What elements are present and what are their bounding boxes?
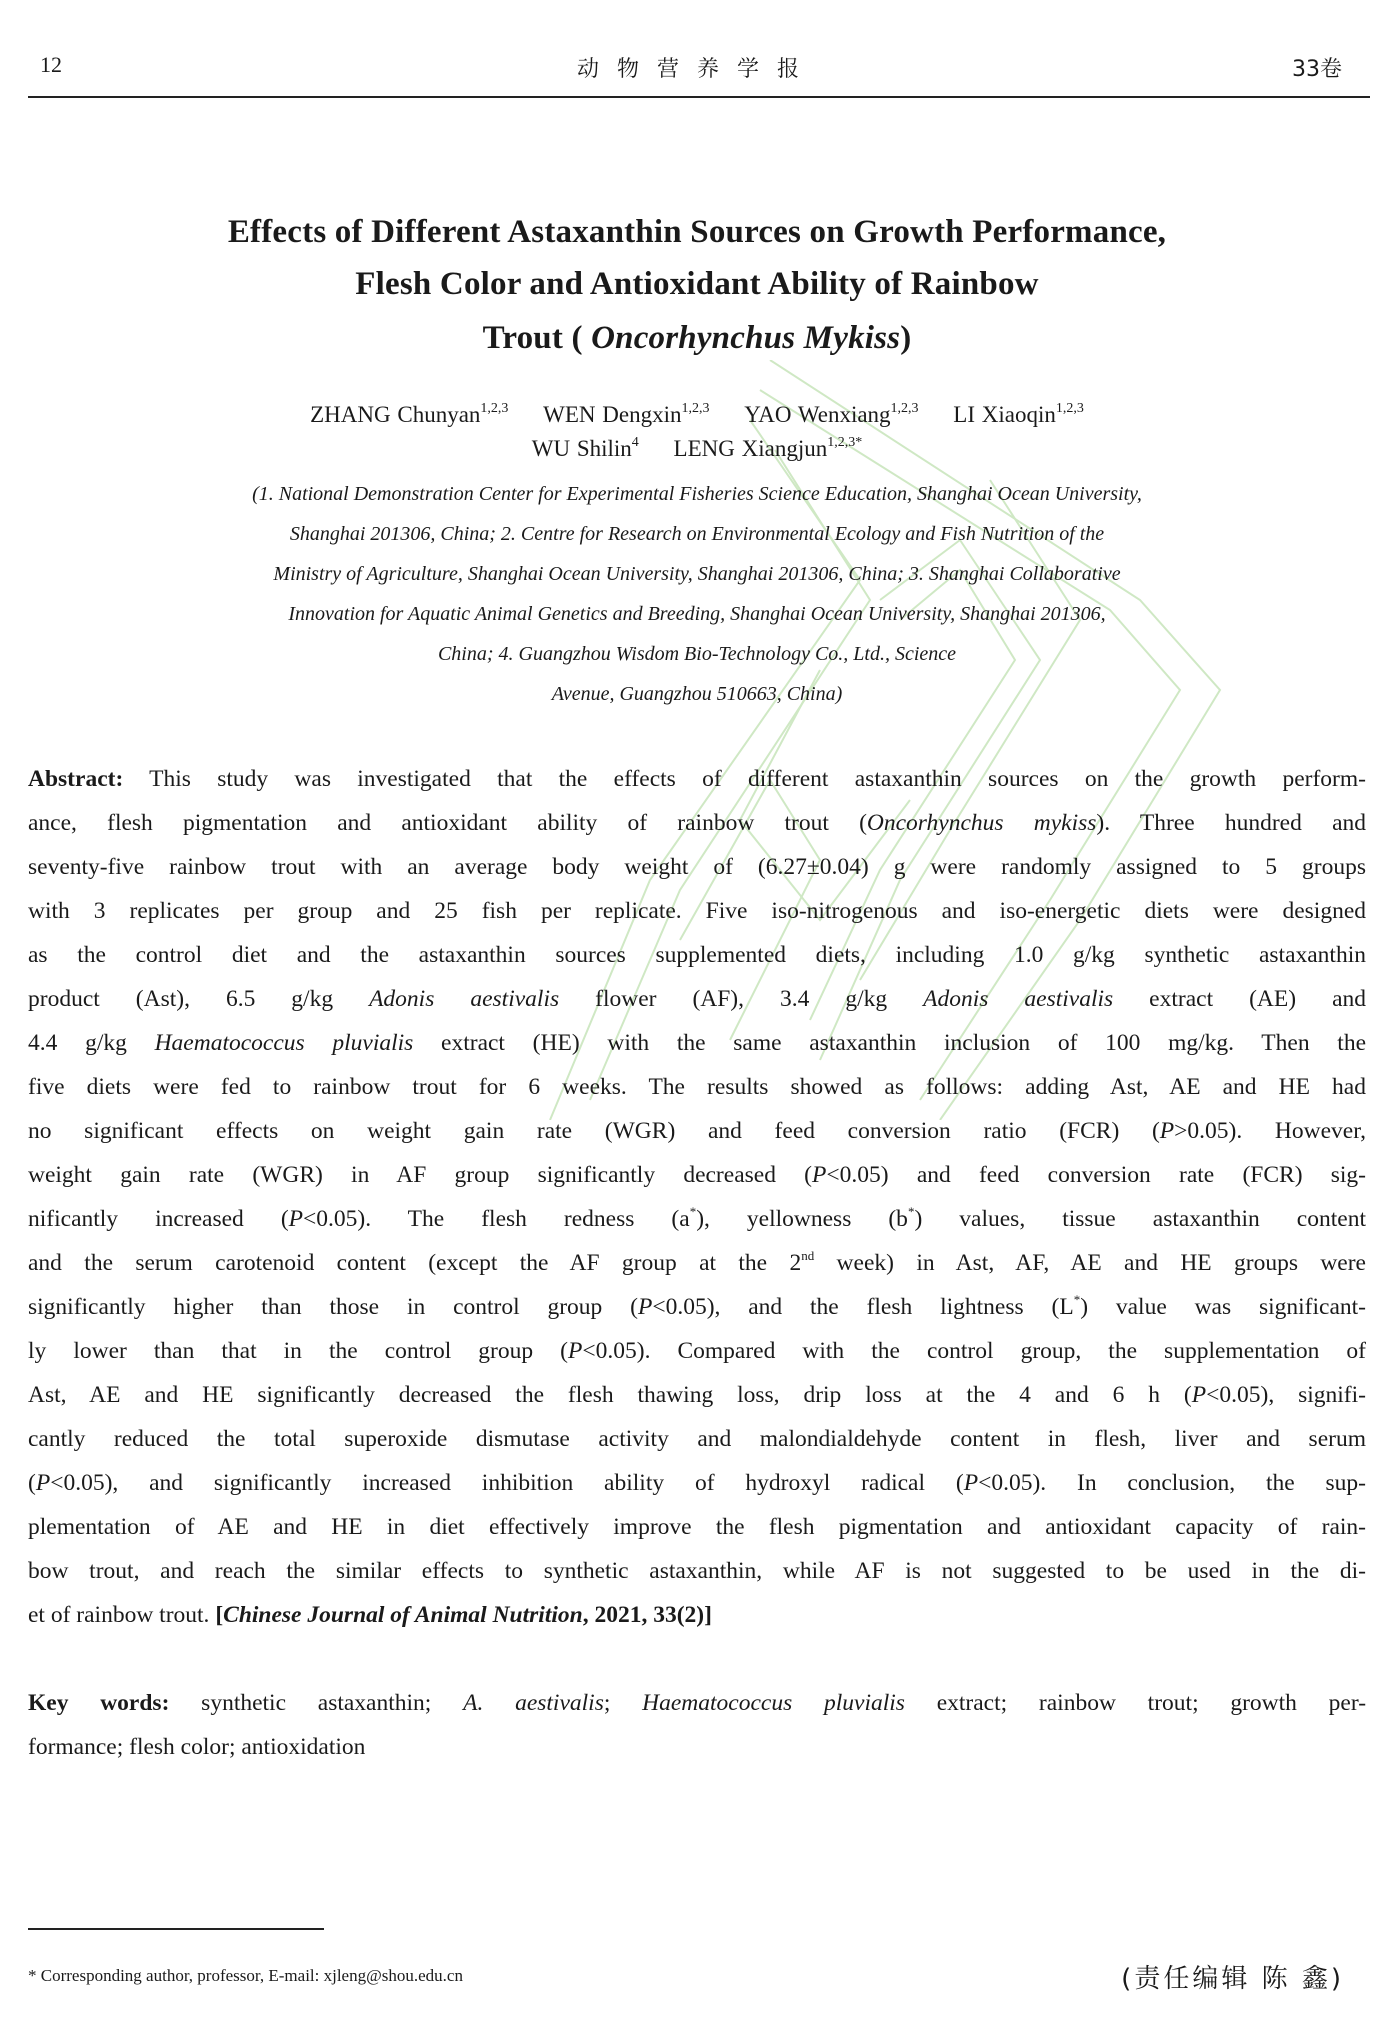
abstract-line: 4.4 g/kg Haematococcus pluvialis extract (HE) with the same astaxanthin inclusion of 100 mg/kg. Then the: [28, 1030, 1367, 1056]
abstract-line: (P<0.05), and significantly increased inhibition ability of hydroxyl radical (P<0.05). In conclusion, the sup-: [28, 1470, 1366, 1496]
page-number: 12: [40, 52, 62, 77]
paper-title-line-3: [0, 320, 1394, 357]
paper-title-line-2: Flesh Color and Antioxidant Ability of Rainbow: [355, 266, 1039, 302]
author: LENG Xiangjun$^{1,2,3*}$: [673, 435, 863, 461]
affiliation-line: Avenue, Guangzhou 510663, China): [551, 683, 843, 705]
responsible-editor: (责任编辑 陈 鑫): [1121, 1964, 1344, 1994]
abstract-line: weight gain rate (WGR) in AF group significantly decreased (P<0.05) and feed conversion rate (FCR) sig-: [28, 1162, 1367, 1188]
abstract-label: Abstract:: [28, 766, 124, 792]
corresponding-author-footnote: * Corresponding author, professor, E-mail: xjleng@shou.edu.cn: [28, 1966, 463, 1985]
affiliation-line: Innovation for Aquatic Animal Genetics and Breeding, Shanghai Ocean University, Shanghai 201306,: [288, 603, 1106, 625]
abstract-line: et of rainbow trout. [Chinese Journal of Animal Nutrition, 2021, 33(2)]: [28, 1602, 712, 1628]
volume-label: 33卷: [1292, 57, 1342, 82]
affiliation-line: Ministry of Agriculture, Shanghai Ocean University, Shanghai 201306, China; 3. Shanghai Collaborative: [273, 563, 1121, 585]
abstract-line: nificantly increased (P<0.05). The flesh redness (a*), yellowness (b*) values, tissue astaxanthin content: [28, 1204, 1366, 1232]
title-prefix: Trout (: [482, 320, 592, 356]
abstract-line: Abstract: This study was investigated that the effects of different astaxanthin sources on the growth perform-: [28, 766, 1366, 792]
footnote-rule: [28, 1928, 324, 1930]
authors-line-1: [0, 402, 1394, 428]
affiliation-line: Shanghai 201306, China; 2. Centre for Research on Environmental Ecology and Fish Nutrition of the: [289, 523, 1105, 545]
abstract-line: significantly higher than those in control group (P<0.05), and the flesh lightness (L*) value was significant-: [28, 1292, 1366, 1320]
abstract-line: Ast, AE and HE significantly decreased the flesh thawing loss, drip loss at the 4 and 6 h (P<0.05), signifi-: [28, 1382, 1366, 1408]
header-rule: [28, 96, 1370, 98]
abstract-line: with 3 replicates per group and 25 fish per replicate. Five iso-nitrogenous and iso-energetic diets were designed: [28, 898, 1366, 924]
paper-title-line-1: Effects of Different Astaxanthin Sources on Growth Performance,: [227, 214, 1167, 250]
authors-line-2: [0, 436, 1394, 462]
affiliation-line: China; 4. Guangzhou Wisdom Bio-Technology Co., Ltd., Science: [437, 643, 957, 665]
keywords-line: formance; flesh color; antioxidation: [28, 1734, 366, 1760]
title-species: Oncorhynchus Mykiss: [591, 320, 901, 356]
abstract-line: ly lower than that in the control group (P<0.05). Compared with the control group, the supplementation of: [28, 1338, 1367, 1364]
author: WU Shilin$^4$: [531, 435, 639, 461]
abstract-line: cantly reduced the total superoxide dismutase activity and malondialdehyde content in flesh, liver and serum: [28, 1426, 1366, 1452]
citation: [Chinese Journal of Animal Nutrition, 2021, 33(2)]: [215, 1602, 712, 1628]
author: WEN Dengxin$^{1,2,3}$: [543, 401, 710, 427]
keywords-label: Key words:: [28, 1690, 170, 1716]
abstract-line: and the serum carotenoid content (except the AF group at the 2nd week) in Ast, AF, AE and HE groups were: [28, 1248, 1366, 1276]
author: YAO Wenxiang$^{1,2,3}$: [744, 401, 919, 427]
abstract-line: five diets were fed to rainbow trout for 6 weeks. The results showed as follows: adding Ast, AE and HE had: [28, 1074, 1366, 1100]
abstract-line: as the control diet and the astaxanthin sources supplemented diets, including 1.0 g/kg synthetic astaxanthin: [28, 942, 1366, 968]
title-suffix: ): [900, 320, 912, 356]
abstract-line: no significant effects on weight gain rate (WGR) and feed conversion ratio (FCR) (P>0.05). However,: [28, 1118, 1366, 1144]
abstract-line: plementation of AE and HE in diet effectively improve the flesh pigmentation and antioxidant capacity of rain-: [28, 1514, 1366, 1540]
keywords-line: Key words: synthetic astaxanthin; A. aestivalis; Haematococcus pluvialis extract; rainbow trout; growth per-: [28, 1690, 1367, 1716]
abstract-line: bow trout, and reach the similar effects to synthetic astaxanthin, while AF is not suggested to be used in the di-: [28, 1558, 1366, 1584]
author: ZHANG Chunyan$^{1,2,3}$: [310, 401, 509, 427]
abstract-line: ance, flesh pigmentation and antioxidant ability of rainbow trout (Oncorhynchus mykiss). Three hundred and: [28, 810, 1366, 836]
abstract-line: product (Ast), 6.5 g/kg Adonis aestivalis flower (AF), 3.4 g/kg Adonis aestivalis extract (AE) and: [28, 986, 1366, 1012]
author: LI Xiaoqin$^{1,2,3}$: [953, 401, 1084, 427]
journal-name: 动物营养学报: [576, 57, 817, 82]
abstract-line: seventy-five rainbow trout with an average body weight of (6.27±0.04) g were randomly assigned to 5 groups: [28, 854, 1366, 880]
affiliation-line: (1. National Demonstration Center for Experimental Fisheries Science Education, Shanghai Ocean University,: [252, 483, 1142, 505]
